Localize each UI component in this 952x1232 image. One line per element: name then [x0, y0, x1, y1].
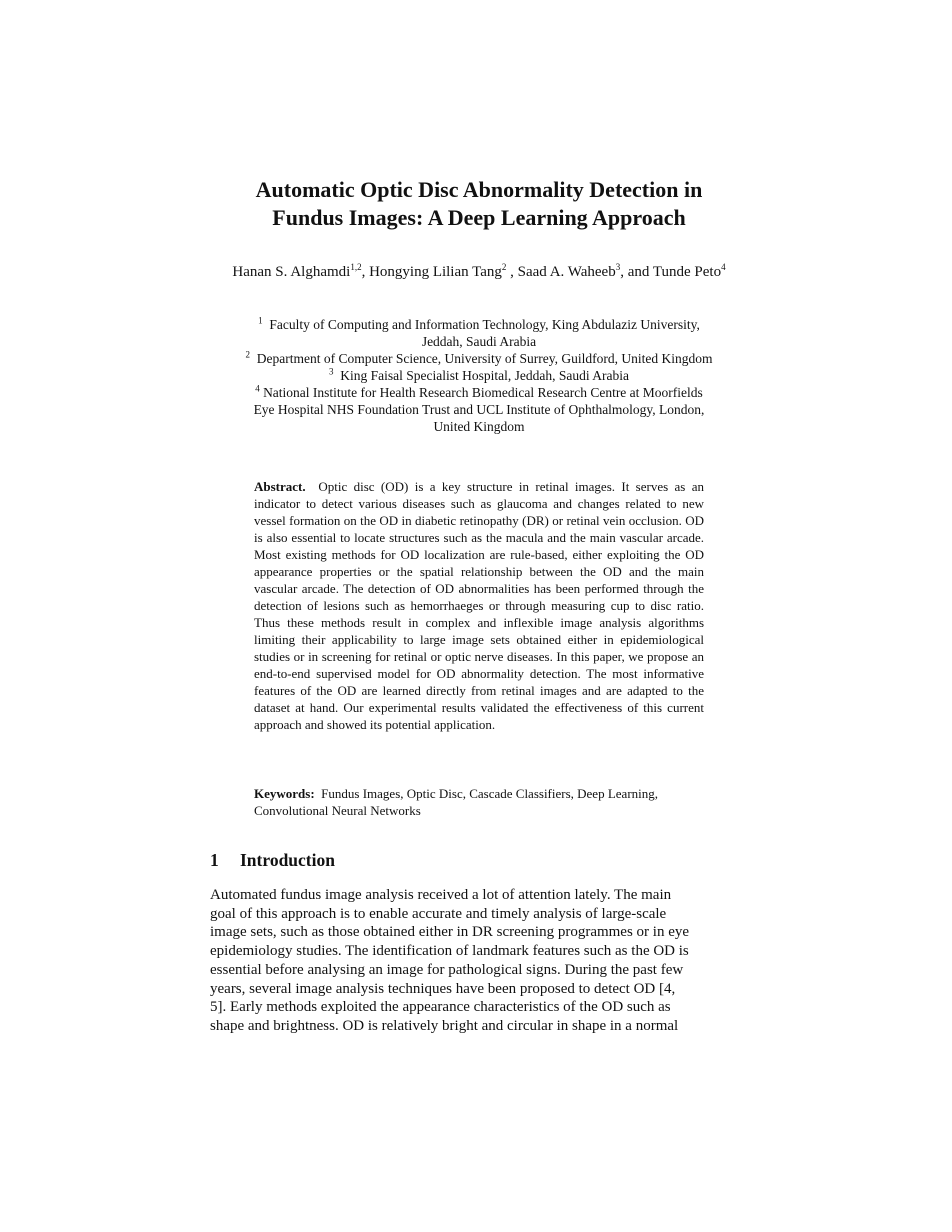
- author-1: Hanan S. Alghamdi: [232, 264, 351, 280]
- affiliation-4: [200, 384, 758, 401]
- affiliation-4-line-1: National Institute for Health Research Biomedical Research Centre at Moorfields: [263, 385, 703, 400]
- author-3: , Saad A. Waheeb: [506, 264, 616, 280]
- keywords: [254, 785, 704, 819]
- intro-line: goal of this approach is to enable accurate and timely analysis of large-scale: [210, 905, 667, 922]
- affiliation-1-mark: 1: [258, 315, 263, 326]
- title-line-2: Fundus Images: A Deep Learning Approach: [272, 205, 686, 230]
- affiliation-1: [200, 316, 758, 333]
- abstract: [254, 478, 704, 733]
- keywords-text: Fundus Images, Optic Disc, Cascade Classifiers, Deep Learning, Convolutional Neural Networks: [254, 786, 659, 818]
- affiliation-1-line-1: Faculty of Computing and Information Technology, King Abdulaziz University,: [269, 317, 700, 332]
- affiliation-4-cont-1: Eye Hospital NHS Foundation Trust and UCL Institute of Ophthalmology, London,: [253, 402, 705, 417]
- intro-line: image sets, such as those obtained either in DR screening programmes or in eye: [210, 924, 690, 941]
- affiliation-2: [200, 350, 758, 367]
- author-4: , and Tunde Peto: [620, 264, 722, 280]
- affiliation-3-mark: 3: [329, 366, 334, 377]
- intro-line: years, several image analysis techniques have been proposed to detect OD [4,: [210, 980, 676, 997]
- intro-line: shape and brightness. OD is relatively bright and circular in shape in a normal: [210, 1017, 679, 1034]
- author-1-affil: 1,2: [350, 262, 362, 272]
- affiliation-4-cont-2: United Kingdom: [433, 419, 525, 434]
- author-4-affil: 4: [721, 262, 726, 272]
- affiliation-1-cont: Jeddah, Saudi Arabia: [421, 334, 537, 349]
- affiliation-3-line-1: King Faisal Specialist Hospital, Jeddah, Saudi Arabia: [340, 368, 629, 383]
- intro-line: epidemiology studies. The identification of landmark features such as the OD is: [210, 943, 689, 960]
- abstract-label: Abstract.: [254, 479, 306, 494]
- intro-line: 5]. Early methods exploited the appearance characteristics of the OD such as: [210, 999, 671, 1016]
- section-number: 1: [210, 850, 219, 870]
- affiliation-4-mark: 4: [255, 383, 260, 394]
- author-list: [205, 263, 753, 282]
- affiliation-2-mark: 2: [245, 349, 250, 360]
- section-title: Introduction: [240, 850, 335, 870]
- affiliation-3: [200, 367, 758, 384]
- section-heading: [210, 848, 335, 872]
- intro-line: essential before analysing an image for pathological signs. During the past few: [210, 961, 684, 978]
- affiliations: [200, 316, 758, 435]
- intro-paragraph: [210, 886, 748, 1036]
- intro-line: Automated fundus image analysis received a lot of attention lately. The main: [210, 887, 672, 903]
- title-line-1: Automatic Optic Disc Abnormality Detection in: [255, 177, 703, 202]
- affiliation-2-line-1: Department of Computer Science, University of Surrey, Guildford, United Kingdom: [256, 351, 713, 366]
- author-2: , Hongying Lilian Tang: [361, 264, 502, 280]
- keywords-label: Keywords:: [254, 786, 315, 801]
- author-2-affil: 2: [501, 262, 507, 272]
- paper-title: [150, 176, 808, 232]
- abstract-text: Optic disc (OD) is a key structure in retinal images. It serves as an indicator to detect various diseases such as glaucoma and changes related to new vessel formation on the OD in diabetic retinopathy (DR) or retinal vein occlusion. OD is also essential to locate structures such as the macula and the main vascular arcade. Most existing methods for OD localization are rule-based, either exploiting the OD appearance properties or the spatial relationship between the OD and the main vascular arcade. The detection of OD abnormalities has been performed through the detection of lesions such as hemorrhaeges or through measuring cup to disc ratio. Thus these methods result in complex and inflexible image analysis algorithms limiting their applicability to large image sets obtained either in epidemiological studies or in screening for retinal or optic nerve diseases. In this paper, we propose an end-to-end supervised model for OD abnormality detection. The most informative features of the OD are learned directly from retinal images and are adapted to the dataset at hand. Our experimental results validated the effectiveness of this current approach and showed its potential application.: [254, 479, 704, 732]
- author-3-affil: 3: [615, 262, 621, 272]
